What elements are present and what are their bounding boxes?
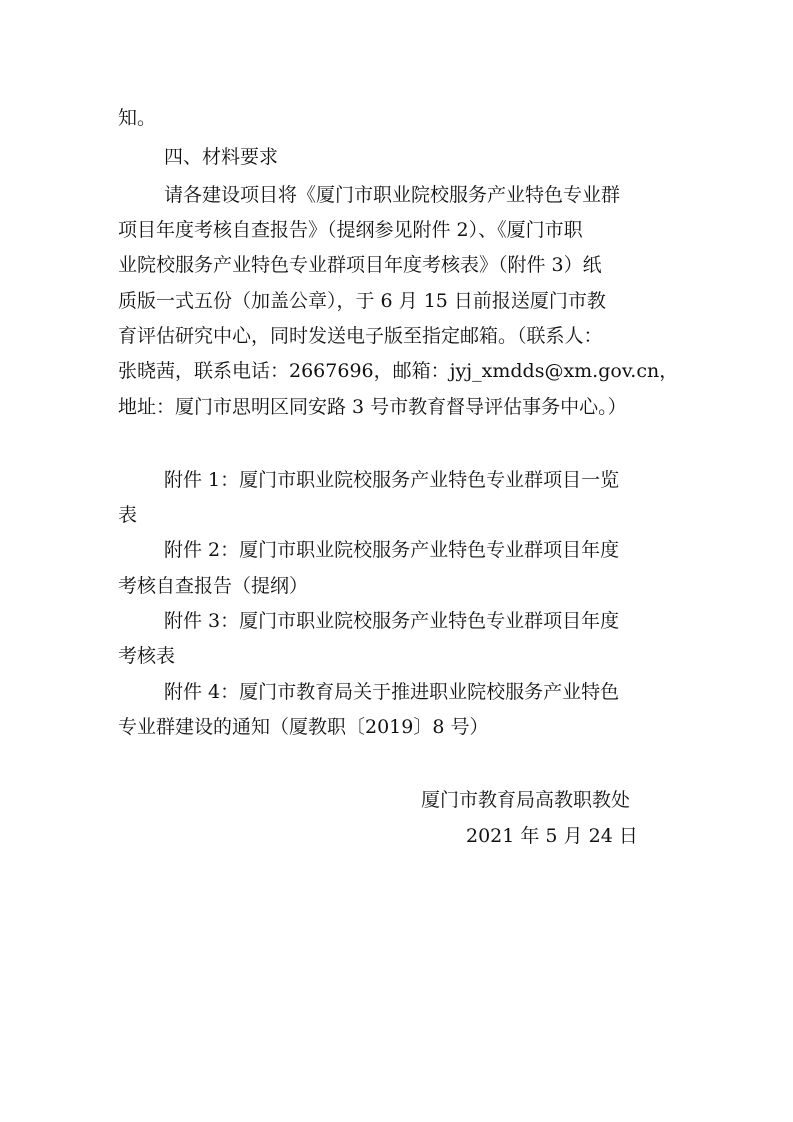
body-line: 请各建设项目将《厦门市职业院校服务产业特色专业群	[164, 184, 621, 206]
attachment-3: 附件 3：厦门市职业院校服务产业特色专业群项目年度	[164, 610, 620, 632]
body-line: 张晓茜，联系电话：2667696，邮箱：jyj_xmdds@xm.gov.cn，	[118, 360, 679, 382]
issue-date: 2021 年 5 月 24 日	[466, 825, 638, 847]
attachment-4: 附件 4：厦门市教育局关于推进职业院校服务产业特色	[164, 681, 620, 703]
body-line: 地址：厦门市思明区同安路 3 号市教育督导评估事务中心。）	[118, 396, 627, 418]
body-line: 知。	[118, 107, 157, 129]
attachment-1: 附件 1：厦门市职业院校服务产业特色专业群项目一览	[164, 469, 620, 491]
attachment-2: 附件 2：厦门市职业院校服务产业特色专业群项目年度	[164, 539, 620, 561]
body-line: 项目年度考核自查报告》（提纲参见附件 2）、《厦门市职	[118, 219, 583, 241]
body-line: 业院校服务产业特色专业群项目年度考核表》（附件 3）纸	[118, 254, 602, 276]
attachment-4-cont: 专业群建设的通知（厦教职〔2019〕8 号）	[118, 716, 489, 738]
issuing-office: 厦门市教育局高教职教处	[421, 789, 631, 811]
attachment-2-cont: 考核自查报告（提纲）	[118, 575, 309, 597]
body-line: 育评估研究中心，同时发送电子版至指定邮箱。（联系人：	[118, 325, 603, 347]
attachment-1-cont: 表	[118, 504, 138, 526]
section-heading: 四、材料要求	[164, 146, 279, 168]
body-line: 质版一式五份（加盖公章），于 6 月 15 日前报送厦门市教	[118, 290, 606, 312]
attachment-3-cont: 考核表	[118, 645, 176, 667]
